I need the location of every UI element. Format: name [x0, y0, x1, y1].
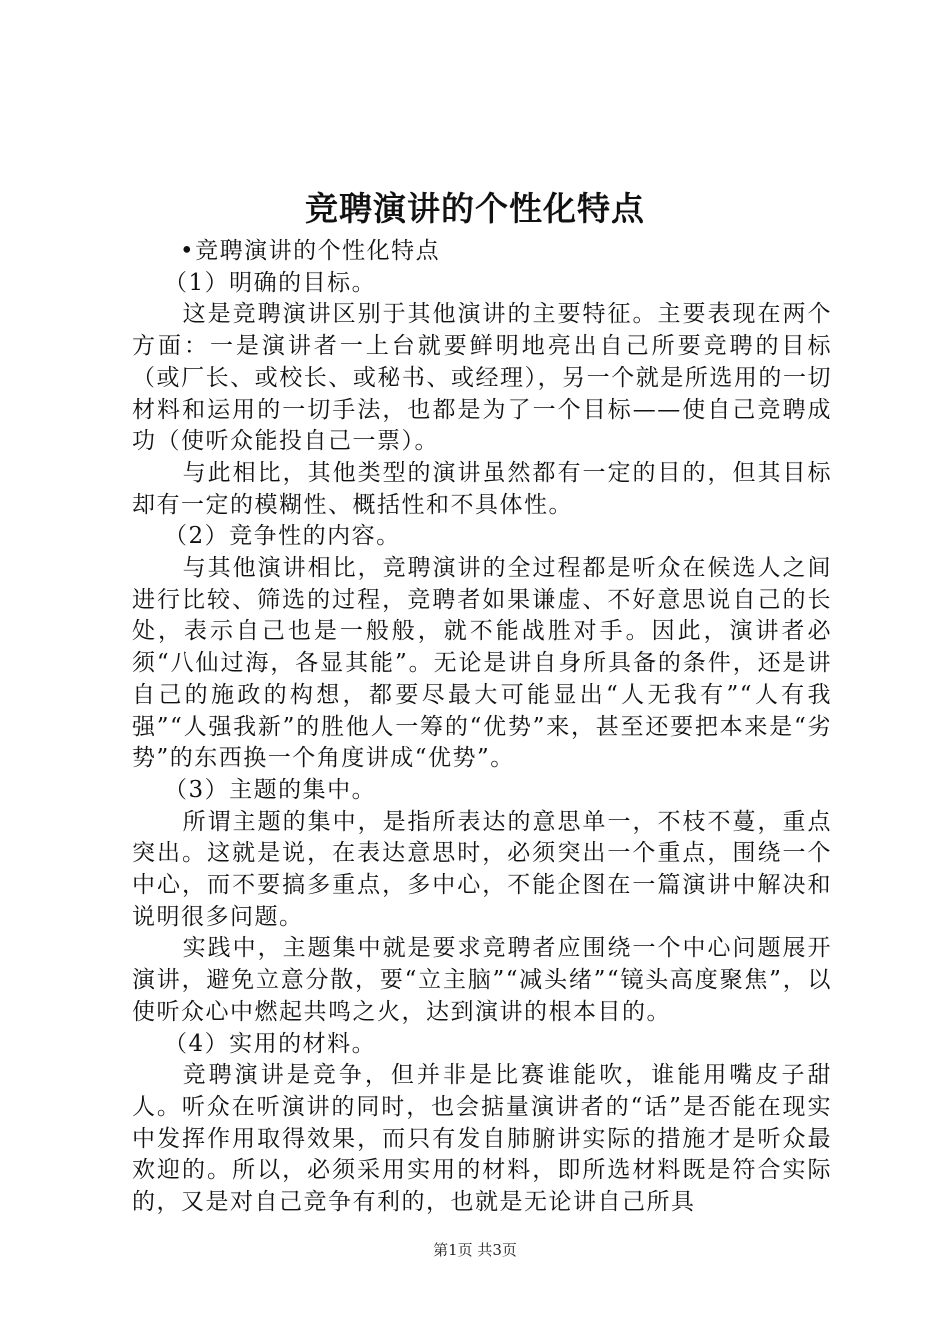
paragraph: 竞聘演讲是竞争，但并非是比赛谁能吹，谁能用嘴皮子甜人。听众在听演讲的同时，也会掂量演讲者的“话”是否能在现实中发挥作用取得效果，而只有发自肺腑讲实际的措施才是听众最欢迎的。所以，必须采用实用的材料，即所选材料既是符合实际的，又是对自己竞争有利的，也就是无论讲自己所具: [132, 1062, 832, 1216]
section-heading-4: （4）实用的材料。: [164, 1030, 377, 1057]
paragraph-heading-bullet: •竞聘演讲的个性化特点: [180, 238, 441, 264]
document-title: 竞聘演讲的个性化特点: [305, 189, 645, 228]
paragraph: 这是竞聘演讲区别于其他演讲的主要特征。主要表现在两个方面：一是演讲者一上台就要鲜明地亮出自己所要竞聘的目标（或厂长、或校长、或秘书、或经理），另一个就是所选用的一切材料和运用的一切手法，也都是为了一个目标——使自己竞聘成功（使听众能投自己一票）。: [132, 301, 832, 455]
paragraph: 与此相比，其他类型的演讲虽然都有一定的目的，但其目标却有一定的模糊性、概括性和不具体性。: [132, 459, 832, 518]
section-heading-1: （1）明确的目标。: [164, 269, 377, 296]
document-body: [132, 236, 832, 1219]
section-heading-2: （2）竞争性的内容。: [164, 523, 401, 550]
paragraph: 所谓主题的集中，是指所表达的意思单一，不枝不蔓，重点突出。这就是说，在表达意思时，必须突出一个重点，围绕一个中心，而不要搞多重点，多中心，不能企图在一篇演讲中解决和说明很多问题。: [132, 808, 832, 930]
paragraph: 实践中，主题集中就是要求竞聘者应围绕一个中心问题展开演讲，避免立意分散，要“立主脑”“减头绪”“镜头高度聚焦”，以使听众心中燃起共鸣之火，达到演讲的根本目的。: [132, 935, 832, 1025]
paragraph: 与其他演讲相比，竞聘演讲的全过程都是听众在候选人之间进行比较、筛选的过程，竞聘者如果谦虚、不好意思说自己的长处，表示自己也是一般般，就不能战胜对手。因此，演讲者必须“八仙过海，各显其能”。无论是讲自身所具备的条件，还是讲自己的施政的构想，都要尽最大可能显出“人无我有”“人有我强”“人强我新”的胜他人一筹的“优势”来，甚至还要把本来是“劣势”的东西换一个角度讲成“优势”。: [132, 555, 832, 772]
page-number-footer: 第1页 共3页: [433, 1241, 517, 1259]
section-heading-3: （3）主题的集中。: [164, 776, 377, 803]
